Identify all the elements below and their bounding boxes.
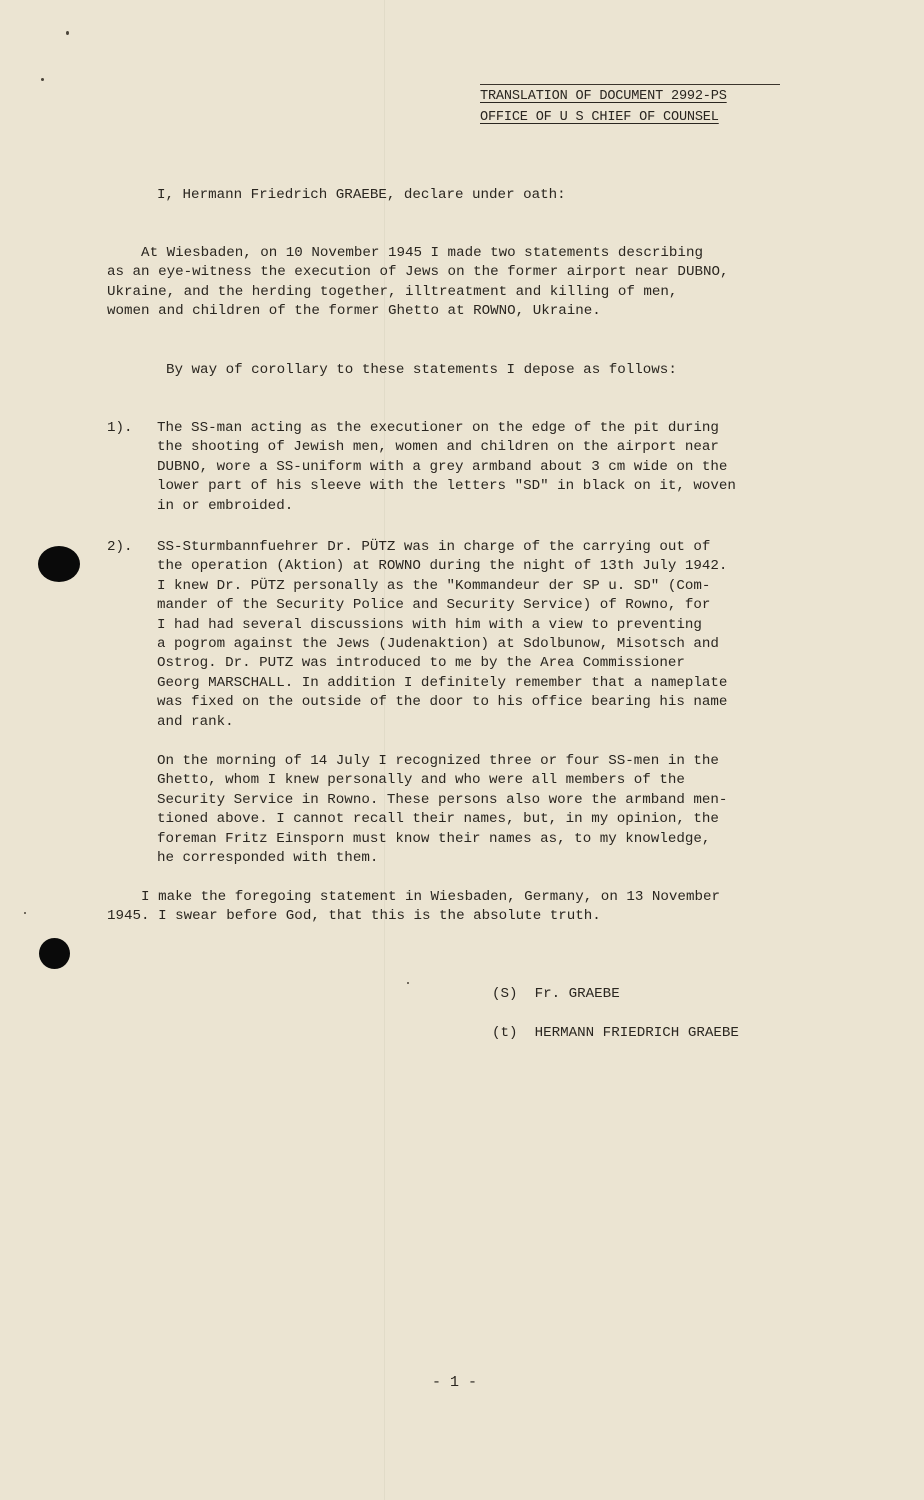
closing-line: I make the foregoing statement in Wiesbaden, Germany, on 13 November [107,889,720,905]
item-2-continuation [157,752,727,868]
continuation-line: tioned above. I cannot recall their names, but, in my opinion, the [157,811,719,828]
continuation-line: he corresponded with them. [157,850,379,867]
item-1-line: DUBNO, wore a SS-uniform with a grey armband about 3 cm wide on the [157,458,728,475]
item-2-paragraph [157,538,727,732]
item-1-number: 1). [107,420,133,436]
item-2-line: I had had several discussions with him with a view to preventing [157,616,702,633]
punch-hole-upper [38,546,80,582]
item-1-paragraph [157,419,736,516]
ink-speck [407,982,409,984]
item-2-line: was fixed on the outside of the door to his office bearing his name [157,694,728,711]
item-1-line: the shooting of Jewish men, women and children on the airport near [157,439,719,456]
continuation-line: On the morning of 14 July I recognized three or four SS-men in the [157,753,719,769]
ink-speck [24,912,26,914]
ink-speck [66,31,69,35]
item-2-line: Ostrog. Dr. PUTZ was introduced to me by the Area Commissioner [157,655,685,672]
intro-line: as an eye-witness the execution of Jews on the former airport near DUBNO, [107,264,729,281]
corollary-line: By way of corollary to these statements I depose as follows: [166,362,677,378]
item-2-number: 2). [107,539,133,555]
intro-line: women and children of the former Ghetto at ROWNO, Ukraine. [107,303,601,320]
item-1-line: lower part of his sleeve with the letters "SD" in black on it, woven [157,478,736,495]
closing-line: 1945. I swear before God, that this is the absolute truth. [107,908,601,925]
punch-hole-lower [39,938,70,969]
continuation-line: Security Service in Rowno. These persons also wore the armband men- [157,791,728,808]
continuation-line: Ghetto, whom I knew personally and who were all members of the [157,772,685,789]
page-number: - 1 - [432,1374,478,1391]
continuation-line: foreman Fritz Einsporn must know their names as, to my knowledge, [157,830,711,847]
intro-paragraph [107,244,729,322]
item-2-line: I knew Dr. PÜTZ personally as the "Kommandeur der SP u. SD" (Com- [157,577,711,594]
document-header [480,86,727,128]
item-1-line: The SS-man acting as the executioner on the edge of the pit during [157,420,719,436]
item-2-line: a pogrom against the Jews (Judenaktion) at Sdolbunow, Misotsch and [157,636,719,653]
declaration-line: I, Hermann Friedrich GRAEBE, declare under oath: [157,187,566,203]
header-office-line: OFFICE OF U S CHIEF OF COUNSEL [480,110,719,125]
header-translation-line: TRANSLATION OF DOCUMENT 2992-PS [480,89,727,104]
paper-fold-line [384,0,385,1500]
ink-speck [41,78,44,81]
closing-paragraph [107,888,720,927]
item-2-line: and rank. [157,713,234,730]
item-1-line: in or embroided. [157,497,294,514]
intro-line: Ukraine, and the herding together, illtreatment and killing of men, [107,283,678,300]
header-top-rule [480,84,780,85]
intro-line: At Wiesbaden, on 10 November 1945 I made two statements describing [107,245,703,261]
item-2-line: the operation (Aktion) at ROWNO during the night of 13th July 1942. [157,558,728,575]
item-2-line: mander of the Security Police and Security Service) of Rowno, for [157,597,711,614]
item-2-line: Georg MARSCHALL. In addition I definitely remember that a nameplate [157,674,728,691]
signed-signature: (S) Fr. GRAEBE [492,986,620,1002]
typed-signature: (t) HERMANN FRIEDRICH GRAEBE [492,1025,739,1041]
item-2-line: SS-Sturmbannfuehrer Dr. PÜTZ was in charge of the carrying out of [157,539,711,555]
